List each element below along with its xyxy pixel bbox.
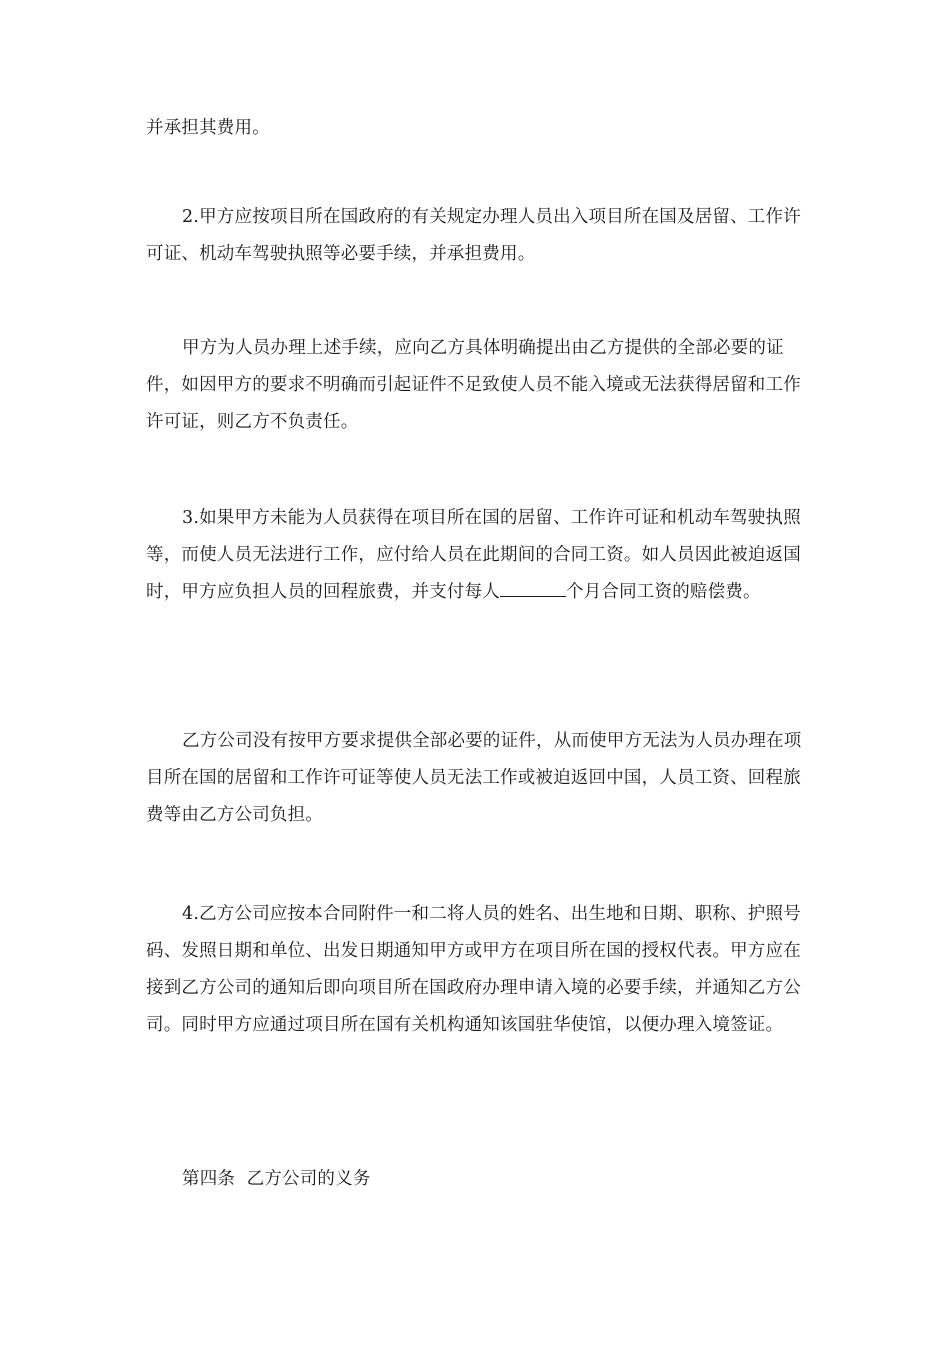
paragraph-text: 3.如果甲方未能为人员获得在项目所在国的居留、工作许可证和机动车驾驶执照等，而使人员无法进行工作，应付给人员在此期间的合同工资。如人员因此被迫返国时，甲方应负担人员的回程旅费，并支付每人 xyxy=(146,508,801,602)
paragraph-text: 乙方公司没有按甲方要求提供全部必要的证件，从而使甲方无法为人员办理在项目所在国的居留和工作许可证等使人员无法工作或被迫返回中国，人员工资、回程旅费等由乙方公司负担。 xyxy=(146,731,802,825)
heading-text: 第四条 乙方公司的义务 xyxy=(182,1169,371,1189)
paragraph-text: 2.甲方应按项目所在国政府的有关规定办理人员出入项目所在国及居留、工作许可证、机动车驾驶执照等必要手续，并承担费用。 xyxy=(146,207,801,264)
paragraph-clause-3 xyxy=(146,500,810,611)
paragraph-company-liability xyxy=(146,723,810,834)
paragraph-clause-2 xyxy=(146,199,810,273)
paragraph-document-requirements xyxy=(146,330,810,441)
paragraph-text: 4.乙方公司应按本合同附件一和二将人员的姓名、出生地和日期、职称、护照号码、发照日期和单位、出发日期通知甲方或甲方在项目所在国的授权代表。甲方应在接到乙方公司的通知后即向项目所在国政府办理申请入境的必要手续，并通知乙方公司。同时甲方应通过项目所在国有关机构通知该国驻华使馆，以便办理入境签证。 xyxy=(146,904,801,1035)
paragraph-text: 甲方为人员办理上述手续，应向乙方具体明确提出由乙方提供的全部必要的证件，如因甲方的要求不明确而引起证件不足致使人员不能入境或无法获得居留和工作许可证，则乙方不负责任。 xyxy=(146,338,801,432)
section-heading-article-4 xyxy=(146,1161,810,1198)
fill-in-blank[interactable] xyxy=(500,576,566,597)
paragraph-text-tail: 个月合同工资的赔偿费。 xyxy=(566,582,761,602)
paragraph-text: 并承担其费用。 xyxy=(146,118,270,138)
paragraph-fee-continuation xyxy=(146,110,810,147)
paragraph-clause-4 xyxy=(146,896,810,1044)
